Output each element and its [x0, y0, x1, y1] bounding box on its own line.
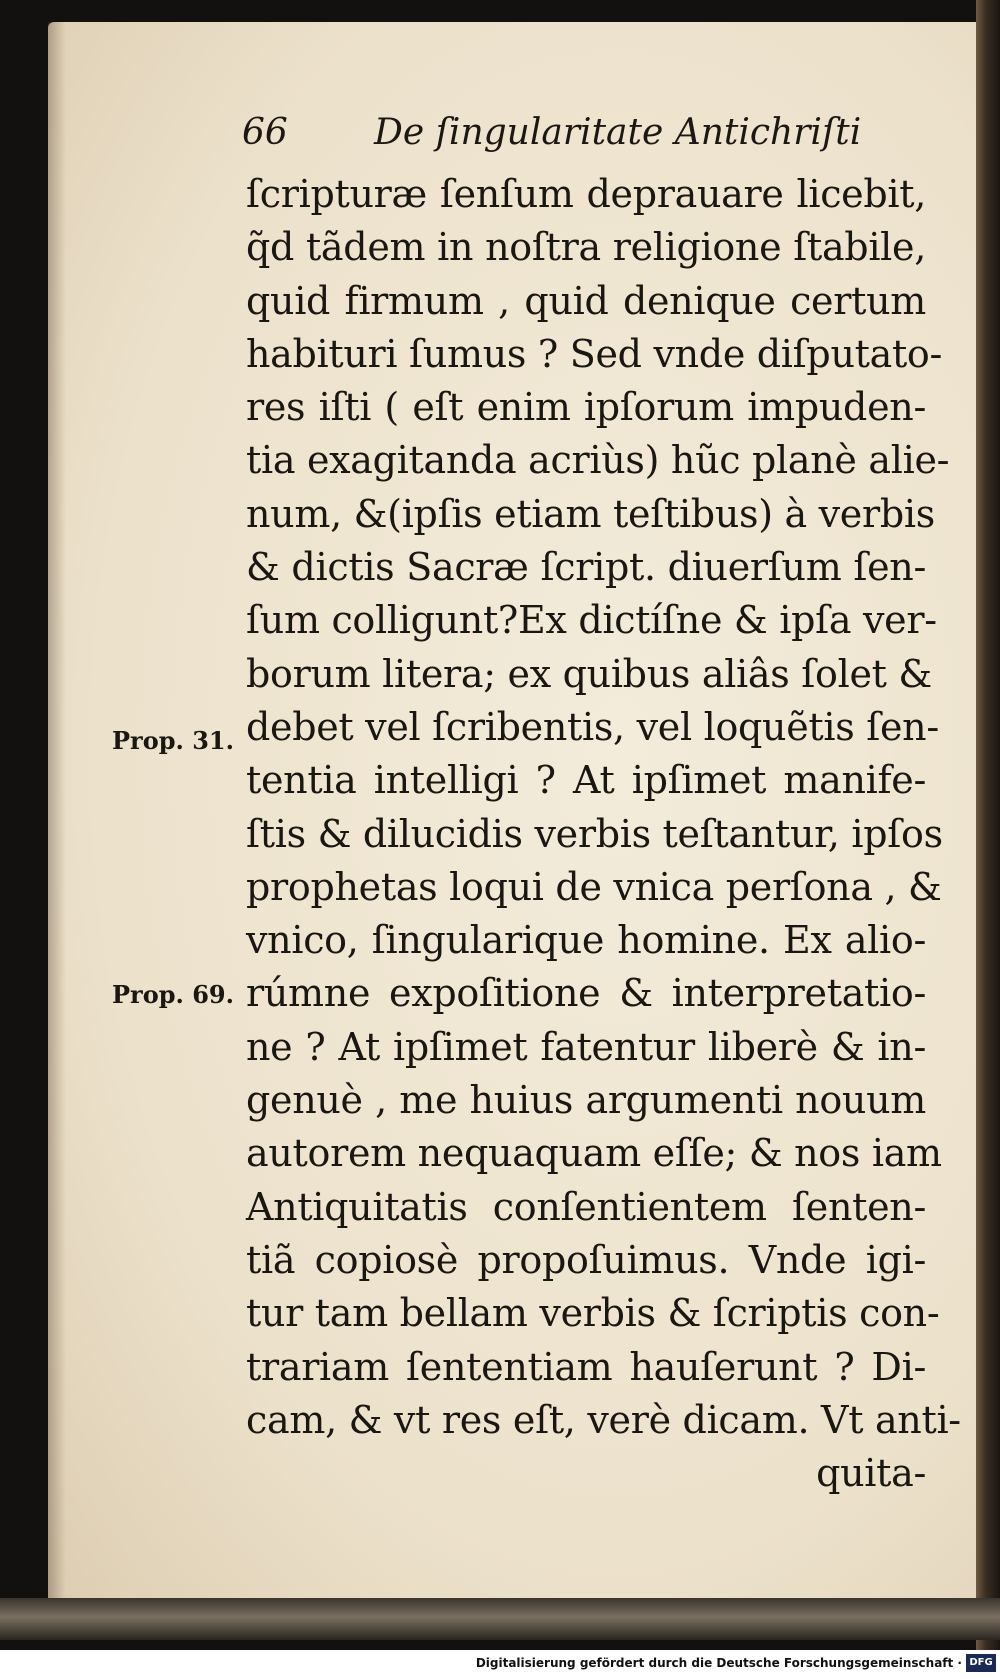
catchword: quita-: [816, 1451, 926, 1496]
text-line: num, &(ipſis etiam teſtibus) à verbis: [246, 491, 935, 536]
text-line: vnico, ſingularique homine. Ex alio-: [246, 918, 926, 963]
text-line: q̃d tãdem in noſtra religione ſtabile,: [246, 225, 926, 270]
text-line: ſum colligunt?Ex dictíſne & ipſa ver-: [246, 598, 937, 643]
footer-bar: [0, 1650, 1000, 1679]
text-line: tia exagitanda acriùs) hũc planè alie-: [246, 438, 950, 483]
page-bottom-edge: [0, 1598, 1000, 1640]
page-gutter-shadow: [48, 22, 66, 1640]
page-number: 66: [242, 112, 288, 153]
body-text: [246, 168, 961, 1500]
text-line: debet vel ſcribentis, vel loquẽtis ſen-: [246, 704, 939, 749]
text-line: rúmne expoſitione & interpretatio-: [246, 971, 926, 1016]
text-line: tiã copiosè propoſuimus. Vnde igi-: [246, 1237, 926, 1282]
text-line: trariam ſententiam hauſerunt ? Di-: [246, 1344, 926, 1389]
text-line: tur tam bellam verbis & ſcriptis con-: [246, 1291, 940, 1336]
dfg-logo: DFG: [966, 1654, 996, 1672]
text-line: autorem nequaquam eſſe; & nos iam: [246, 1131, 942, 1176]
text-line: prophetas loqui de vnica perſona , &: [246, 864, 942, 909]
text-line: ſcripturæ ſenſum deprauare licebit,: [246, 172, 926, 216]
running-title: De ſingularitate Antichriſti: [374, 112, 862, 153]
text-line: genuè , me huius argumenti nouum: [246, 1078, 926, 1123]
text-line: quid firmum , quid denique certum: [246, 278, 926, 323]
text-line: ne ? At ipſimet fatentur liberè & in-: [246, 1024, 926, 1069]
margin-note-prop-69: Prop. 69.: [112, 980, 234, 1009]
text-line: cam, & vt res eſt, verè dicam. Vt anti-: [246, 1397, 961, 1442]
funding-credit: Digitalisierung gefördert durch die Deutsche Forschungsgemeinschaft ·: [475, 1656, 962, 1670]
page-edge: [976, 0, 1000, 1650]
text-line: ſtis & dilucidis verbis teſtantur, ipſos: [246, 811, 943, 856]
text-line: res iſti ( eſt enim ipſorum impuden-: [246, 385, 926, 430]
text-line: Antiquitatis conſentientem ſenten-: [246, 1184, 926, 1229]
page-header: [242, 112, 942, 162]
text-line: habituri ſumus ? Sed vnde diſputato-: [246, 331, 943, 376]
text-line: & dictis Sacræ ſcript. diuerſum ſen-: [246, 545, 926, 590]
text-line: tentia intelligi ? At ipſimet manife-: [246, 758, 926, 803]
margin-note-prop-31: Prop. 31.: [112, 726, 234, 755]
text-line: borum litera; ex quibus aliâs ſolet &: [246, 651, 932, 696]
